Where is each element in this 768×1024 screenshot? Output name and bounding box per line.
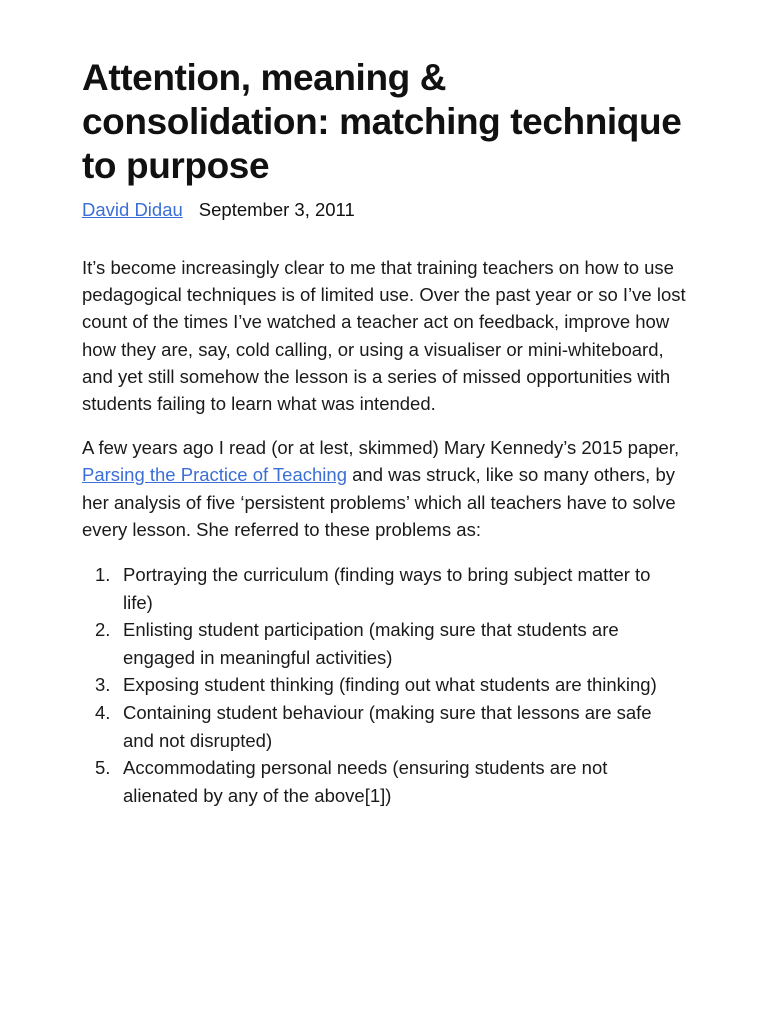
paragraph-kennedy-before: A few years ago I read (or at lest, skimmed) Mary Kennedy’s 2015 paper, (82, 437, 680, 459)
paragraph-kennedy (82, 434, 688, 543)
list-item-text: Exposing student thinking (finding out what students are thinking) (123, 674, 657, 696)
author-link[interactable]: David Didau (82, 199, 183, 220)
list-item-text: Containing student behaviour (making sure that lessons are safe and not disrupted) (123, 702, 652, 751)
paper-link[interactable]: Parsing the Practice of Teaching (82, 464, 347, 486)
list-item-text: Portraying the curriculum (finding ways to bring subject matter to life) (123, 564, 651, 613)
list-item (82, 616, 688, 671)
problems-list (82, 561, 688, 809)
list-item-number: 5. (95, 757, 111, 779)
list-item-text: Enlisting student participation (making sure that students are engaged in meaningful activities) (123, 619, 619, 668)
list-item-text: Accommodating personal needs (ensuring students are not alienated by any of the above[1]) (123, 757, 608, 806)
list-item-number: 2. (95, 619, 111, 641)
list-item-number: 1. (95, 564, 111, 586)
article-meta (82, 198, 688, 222)
list-item (82, 671, 688, 699)
publish-date: September 3, 2011 (198, 199, 355, 220)
list-item (82, 699, 688, 754)
article-title: Attention, meaning & consolidation: matching technique to purpose (82, 57, 682, 186)
list-item (82, 561, 688, 616)
paragraph-intro: It’s become increasingly clear to me that training teachers on how to use pedagogical techniques is of limited use. Over the past year or so I’ve lost count of the times I’ve watched a teacher act on feedback, improve how how they are, say, cold calling, or using a visualiser or mini-whiteboard, and yet still somehow the lesson is a series of missed opportunities with students failing to learn what was intended. (82, 257, 686, 415)
list-item-number: 4. (95, 702, 111, 723)
list-item (82, 754, 688, 809)
list-item-number: 3. (95, 674, 111, 696)
paragraph-kennedy-after: and was struck, like so many others, by her analysis of five ‘persistent problems’ which all teachers have to solve every lesson. She referred to these problems as: (82, 464, 676, 540)
